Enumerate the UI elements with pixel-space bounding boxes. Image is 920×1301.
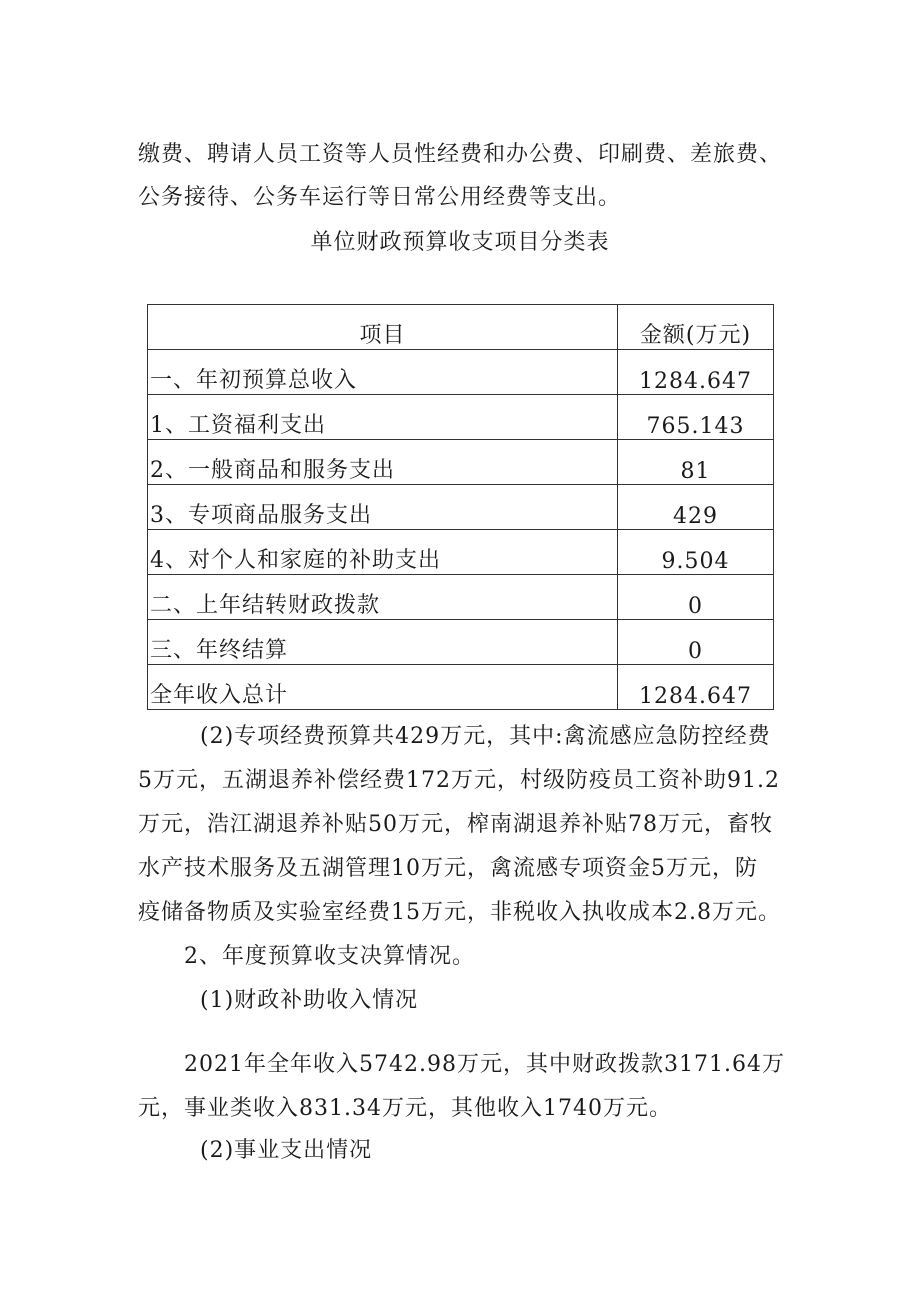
row-amount: 0 <box>618 620 774 665</box>
table-row <box>148 530 774 575</box>
intro-line-1: 缴费、聘请人员工资等人员性经费和办公费、印刷费、差旅费、 <box>138 142 783 167</box>
table-header-row <box>148 305 774 350</box>
row-amount: 765.143 <box>618 395 774 440</box>
special-line-1: (2)专项经费预算共429万元，其中:禽流感应急防控经费 <box>200 724 771 749</box>
row-item: 3、专项商品服务支出 <box>148 485 618 530</box>
header-item: 项目 <box>148 305 618 350</box>
subheading-1: (1)财政补助收入情况 <box>200 988 419 1013</box>
table-title: 单位财政预算收支项目分类表 <box>310 230 610 255</box>
row-item: 全年收入总计 <box>148 665 618 710</box>
header-amount: 金额(万元) <box>618 305 774 350</box>
special-line-4: 水产技术服务及五湖管理10万元，禽流感专项资金5万元，防 <box>138 856 758 881</box>
table-row <box>148 395 774 440</box>
row-amount: 1284.647 <box>618 350 774 395</box>
paragraph-line-2: 元，事业类收入831.34万元，其他收入1740万元。 <box>138 1096 672 1121</box>
paragraph-line-1: 2021年全年收入5742.98万元，其中财政拨款3171.64万 <box>184 1052 785 1077</box>
row-item: 2、一般商品和服务支出 <box>148 440 618 485</box>
row-amount: 429 <box>618 485 774 530</box>
row-item: 4、对个人和家庭的补助支出 <box>148 530 618 575</box>
row-amount: 1284.647 <box>618 665 774 710</box>
special-line-2: 5万元，五湖退养补偿经费172万元，村级防疫员工资补助91.2 <box>138 768 780 793</box>
row-item: 一、年初预算总收入 <box>148 350 618 395</box>
table-row <box>148 665 774 710</box>
row-amount: 9.504 <box>618 530 774 575</box>
budget-table <box>147 304 774 710</box>
row-item: 二、上年结转财政拨款 <box>148 575 618 620</box>
row-item: 三、年终结算 <box>148 620 618 665</box>
row-amount: 0 <box>618 575 774 620</box>
subheading-2: (2)事业支出情况 <box>200 1138 373 1163</box>
table-row <box>148 575 774 620</box>
table-row <box>148 350 774 395</box>
special-line-3: 万元，浩江湖退养补贴50万元，榨南湖退养补贴78万元，畜牧 <box>138 812 773 837</box>
row-amount: 81 <box>618 440 774 485</box>
table-row <box>148 440 774 485</box>
special-line-5: 疫储备物质及实验室经费15万元，非税收入执收成本2.8万元。 <box>138 900 781 925</box>
intro-line-2: 公务接待、公务车运行等日常公用经费等支出。 <box>138 185 622 210</box>
table-row <box>148 485 774 530</box>
row-item: 1、工资福利支出 <box>148 395 618 440</box>
section-heading: 2、年度预算收支决算情况。 <box>184 944 475 969</box>
table-row <box>148 620 774 665</box>
